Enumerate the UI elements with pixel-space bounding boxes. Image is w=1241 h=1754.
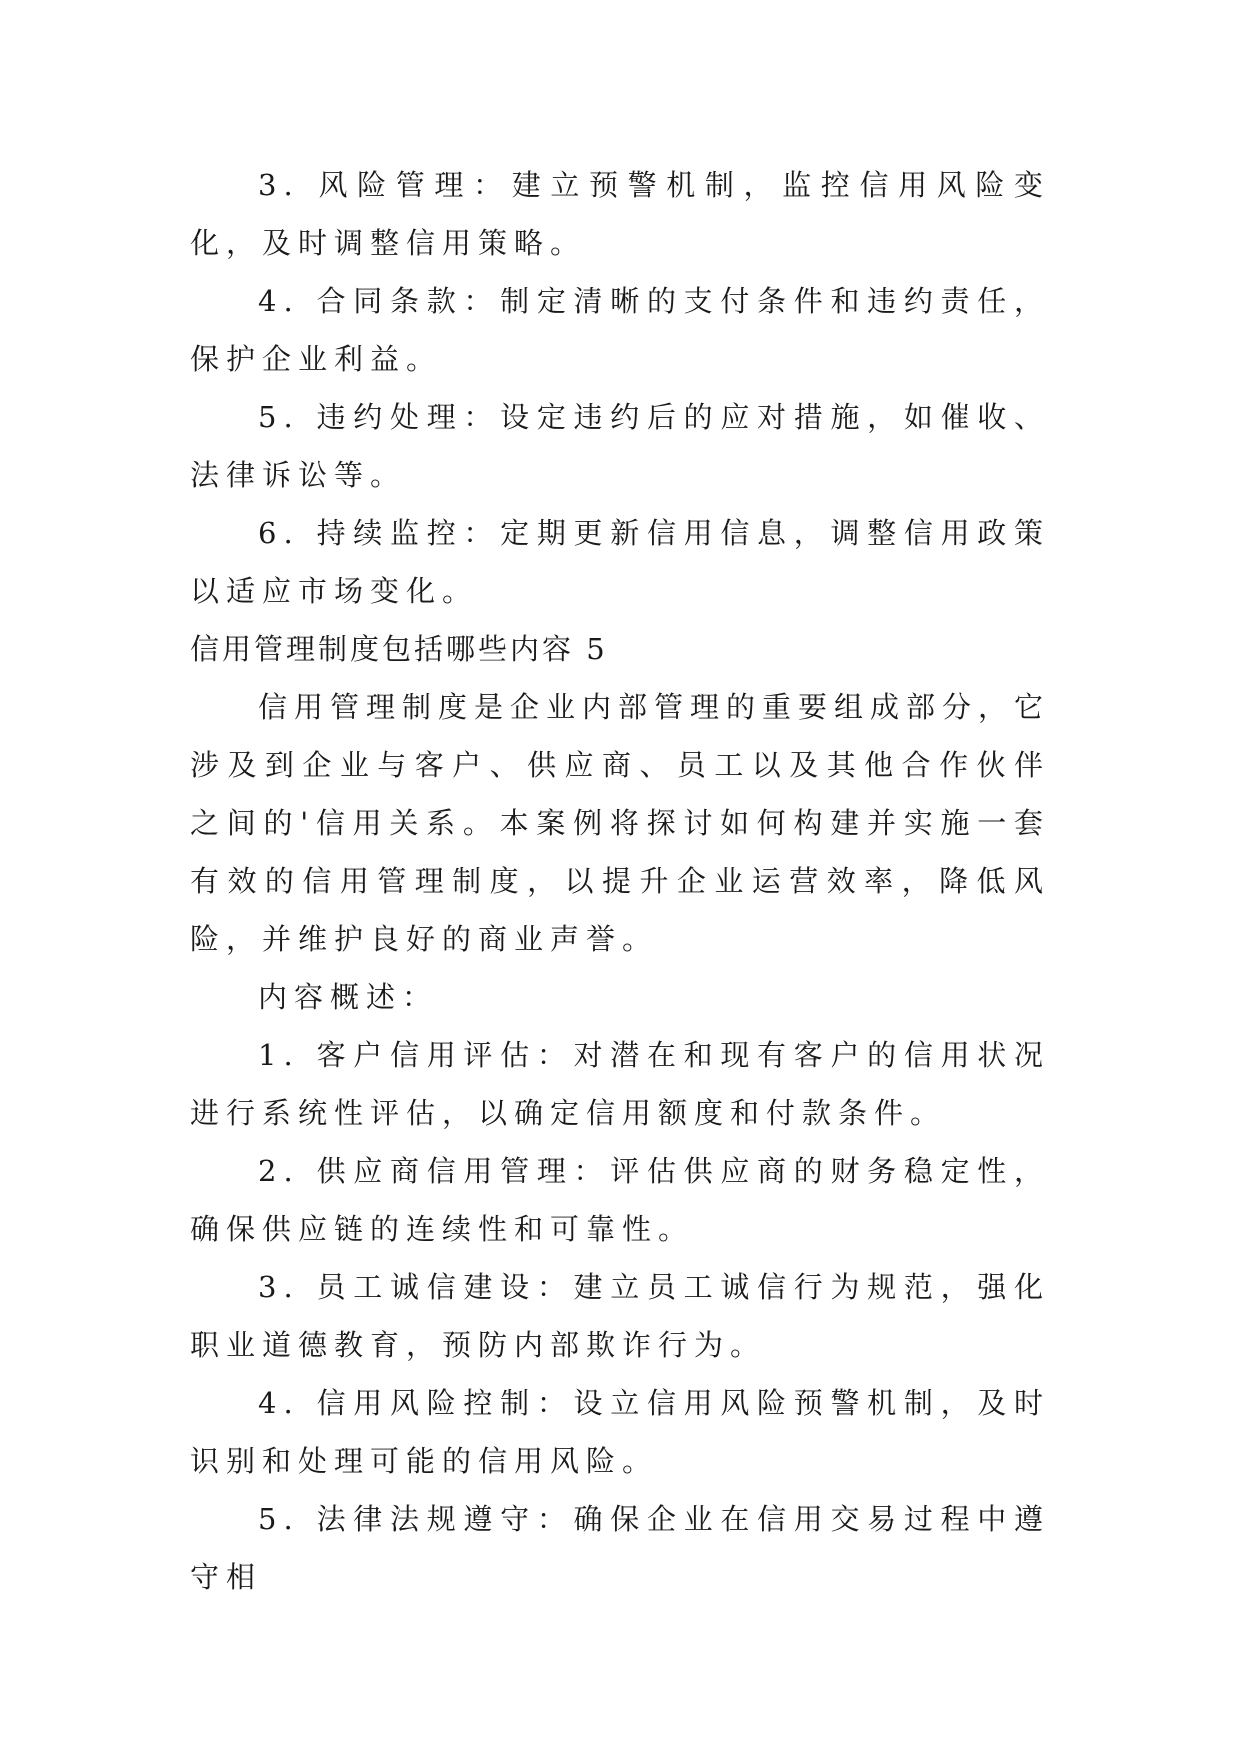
overview-item-employee-integrity: 3. 员工诚信建设：建立员工诚信行为规范，强化职业道德教育，预防内部欺诈行为。 [190,1270,1050,1362]
paragraph-contract-terms: 4. 合同条款：制定清晰的支付条件和违约责任，保护企业利益。 [190,284,1050,376]
overview-item-customer-credit: 1. 客户信用评估：对潜在和现有客户的信用状况进行系统性评估，以确定信用额度和付款条件。 [190,1038,1050,1130]
paragraph-intro: 信用管理制度是企业内部管理的重要组成部分，它涉及到企业与客户、供应商、员工以及其他合作伙伴之间的'信用关系。本案例将探讨如何构建并实施一套有效的信用管理制度，以提升企业运营效率，降低风险，并维护良好的商业声誉。 [190,690,1051,956]
document-body [190,156,1050,1606]
section-title: 信用管理制度包括哪些内容 5 [190,632,608,666]
overview-label: 内容概述： [258,980,439,1014]
overview-item-credit-risk-control: 4. 信用风险控制：设立信用风险预警机制，及时识别和处理可能的信用风险。 [190,1386,1050,1478]
overview-item-supplier-credit: 2. 供应商信用管理：评估供应商的财务稳定性，确保供应链的连续性和可靠性。 [190,1154,1050,1246]
overview-item-legal-compliance: 5. 法律法规遵守：确保企业在信用交易过程中遵守相 [190,1502,1050,1594]
paragraph-default-handling: 5. 违约处理：设定违约后的应对措施，如催收、法律诉讼等。 [190,400,1050,492]
paragraph-continuous-monitoring: 6. 持续监控：定期更新信用信息，调整信用政策以适应市场变化。 [190,516,1050,608]
paragraph-risk-management: 3. 风险管理：建立预警机制，监控信用风险变化，及时调整信用策略。 [190,168,1050,260]
